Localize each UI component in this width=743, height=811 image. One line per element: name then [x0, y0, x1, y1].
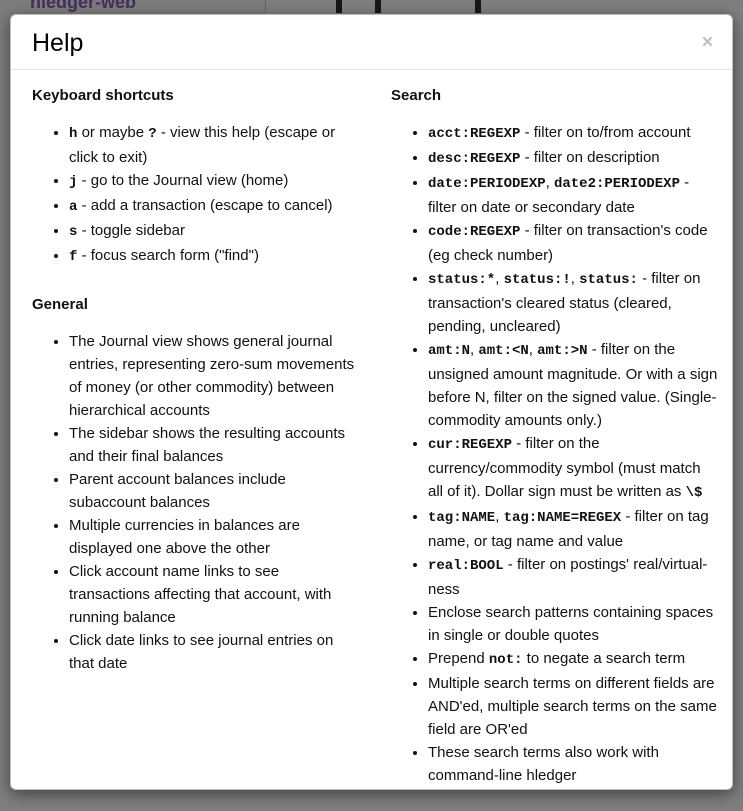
modal-title: Help — [32, 29, 84, 57]
help-modal — [10, 14, 733, 790]
help-list — [391, 121, 718, 787]
code-term: status: — [579, 272, 638, 288]
help-list-item: • Enclose search patterns containing spaces in single or double quotes — [428, 601, 718, 647]
section-heading: Keyboard shortcuts — [32, 87, 174, 104]
help-list-item: • f - focus search form ("find") — [69, 244, 359, 269]
code-term: h — [69, 126, 78, 142]
help-list-item: • desc:REGEXP - filter on description — [428, 146, 718, 171]
section-heading: Search — [391, 87, 442, 104]
help-list-item: • code:REGEXP - filter on transaction's code (eg check number) — [428, 219, 718, 267]
help-list-item: • The sidebar shows the resulting accounts and their final balances — [69, 422, 359, 468]
help-list-item: • s - toggle sidebar — [69, 219, 359, 244]
code-term: amt:<N — [478, 343, 529, 359]
code-term: s — [69, 224, 78, 240]
code-term: real:BOOL — [428, 558, 504, 574]
help-list — [32, 330, 359, 675]
help-list — [32, 121, 359, 269]
help-list-item: • a - add a transaction (escape to cancel) — [69, 194, 359, 219]
code-term: status:! — [503, 272, 571, 288]
help-column-right — [391, 84, 718, 790]
help-list-item: • status:*, status:!, status: - filter on transaction's cleared status (cleared, pending, uncleared) — [428, 267, 718, 338]
code-term: amt:>N — [537, 343, 588, 359]
help-list-item: • Multiple currencies in balances are displayed one above the other — [69, 514, 359, 560]
code-term: amt:N — [428, 343, 471, 359]
modal-body — [11, 70, 732, 790]
code-term: date2:PERIODEXP — [553, 176, 680, 192]
close-icon[interactable]: × — [701, 32, 713, 53]
help-list-item: • date:PERIODEXP, date2:PERIODEXP - filter on date or secondary date — [428, 171, 718, 219]
code-term: status:* — [428, 272, 496, 288]
help-list-item: • tag:NAME, tag:NAME=REGEX - filter on tag name, or tag name and value — [428, 505, 718, 553]
help-list-item: • cur:REGEXP - filter on the currency/commodity symbol (must match all of it). Dollar sign must be written as \$ — [428, 432, 718, 505]
code-term: \$ — [685, 485, 703, 501]
code-term: acct:REGEXP — [428, 126, 521, 142]
code-term: date:PERIODEXP — [428, 176, 546, 192]
help-list-item: • These search terms also work with command-line hledger — [428, 741, 718, 787]
help-list-item: • real:BOOL - filter on postings' real/virtual-ness — [428, 553, 718, 601]
code-term: a — [69, 199, 78, 215]
code-term: j — [69, 174, 78, 190]
help-list-item: • h or maybe ? - view this help (escape or click to exit) — [69, 121, 359, 169]
code-term: code:REGEXP — [428, 224, 521, 240]
help-list-item: • j - go to the Journal view (home) — [69, 169, 359, 194]
modal-header — [11, 15, 732, 70]
code-term: desc:REGEXP — [428, 151, 521, 167]
help-list-item: • Multiple search terms on different fields are AND'ed, multiple search terms on the same field are OR'ed — [428, 672, 718, 741]
code-term: f — [69, 249, 78, 265]
help-list-item: • Prepend not: to negate a search term — [428, 647, 718, 672]
help-list-item: • Parent account balances include subaccount balances — [69, 468, 359, 514]
help-list-item: • Click account name links to see transactions affecting that account, with running balance — [69, 560, 359, 629]
help-list-item: • amt:N, amt:<N, amt:>N - filter on the unsigned amount magnitude. Or with a sign before N, filter on the signed value. (Single-commodity amounts only.) — [428, 338, 718, 432]
code-term: tag:NAME=REGEX — [503, 510, 622, 526]
help-list-item: • Click date links to see journal entries on that date — [69, 629, 359, 675]
code-term: cur:REGEXP — [428, 437, 513, 453]
section-heading: General — [32, 296, 88, 313]
code-term: not: — [488, 652, 523, 668]
help-list-item: • acct:REGEXP - filter on to/from account — [428, 121, 718, 146]
code-term: tag:NAME — [428, 510, 496, 526]
help-list-item: • The Journal view shows general journal entries, representing zero-sum movements of money (or other commodity) between hierarchical accounts — [69, 330, 359, 422]
code-term: ? — [148, 126, 157, 142]
help-column-left — [32, 84, 359, 790]
